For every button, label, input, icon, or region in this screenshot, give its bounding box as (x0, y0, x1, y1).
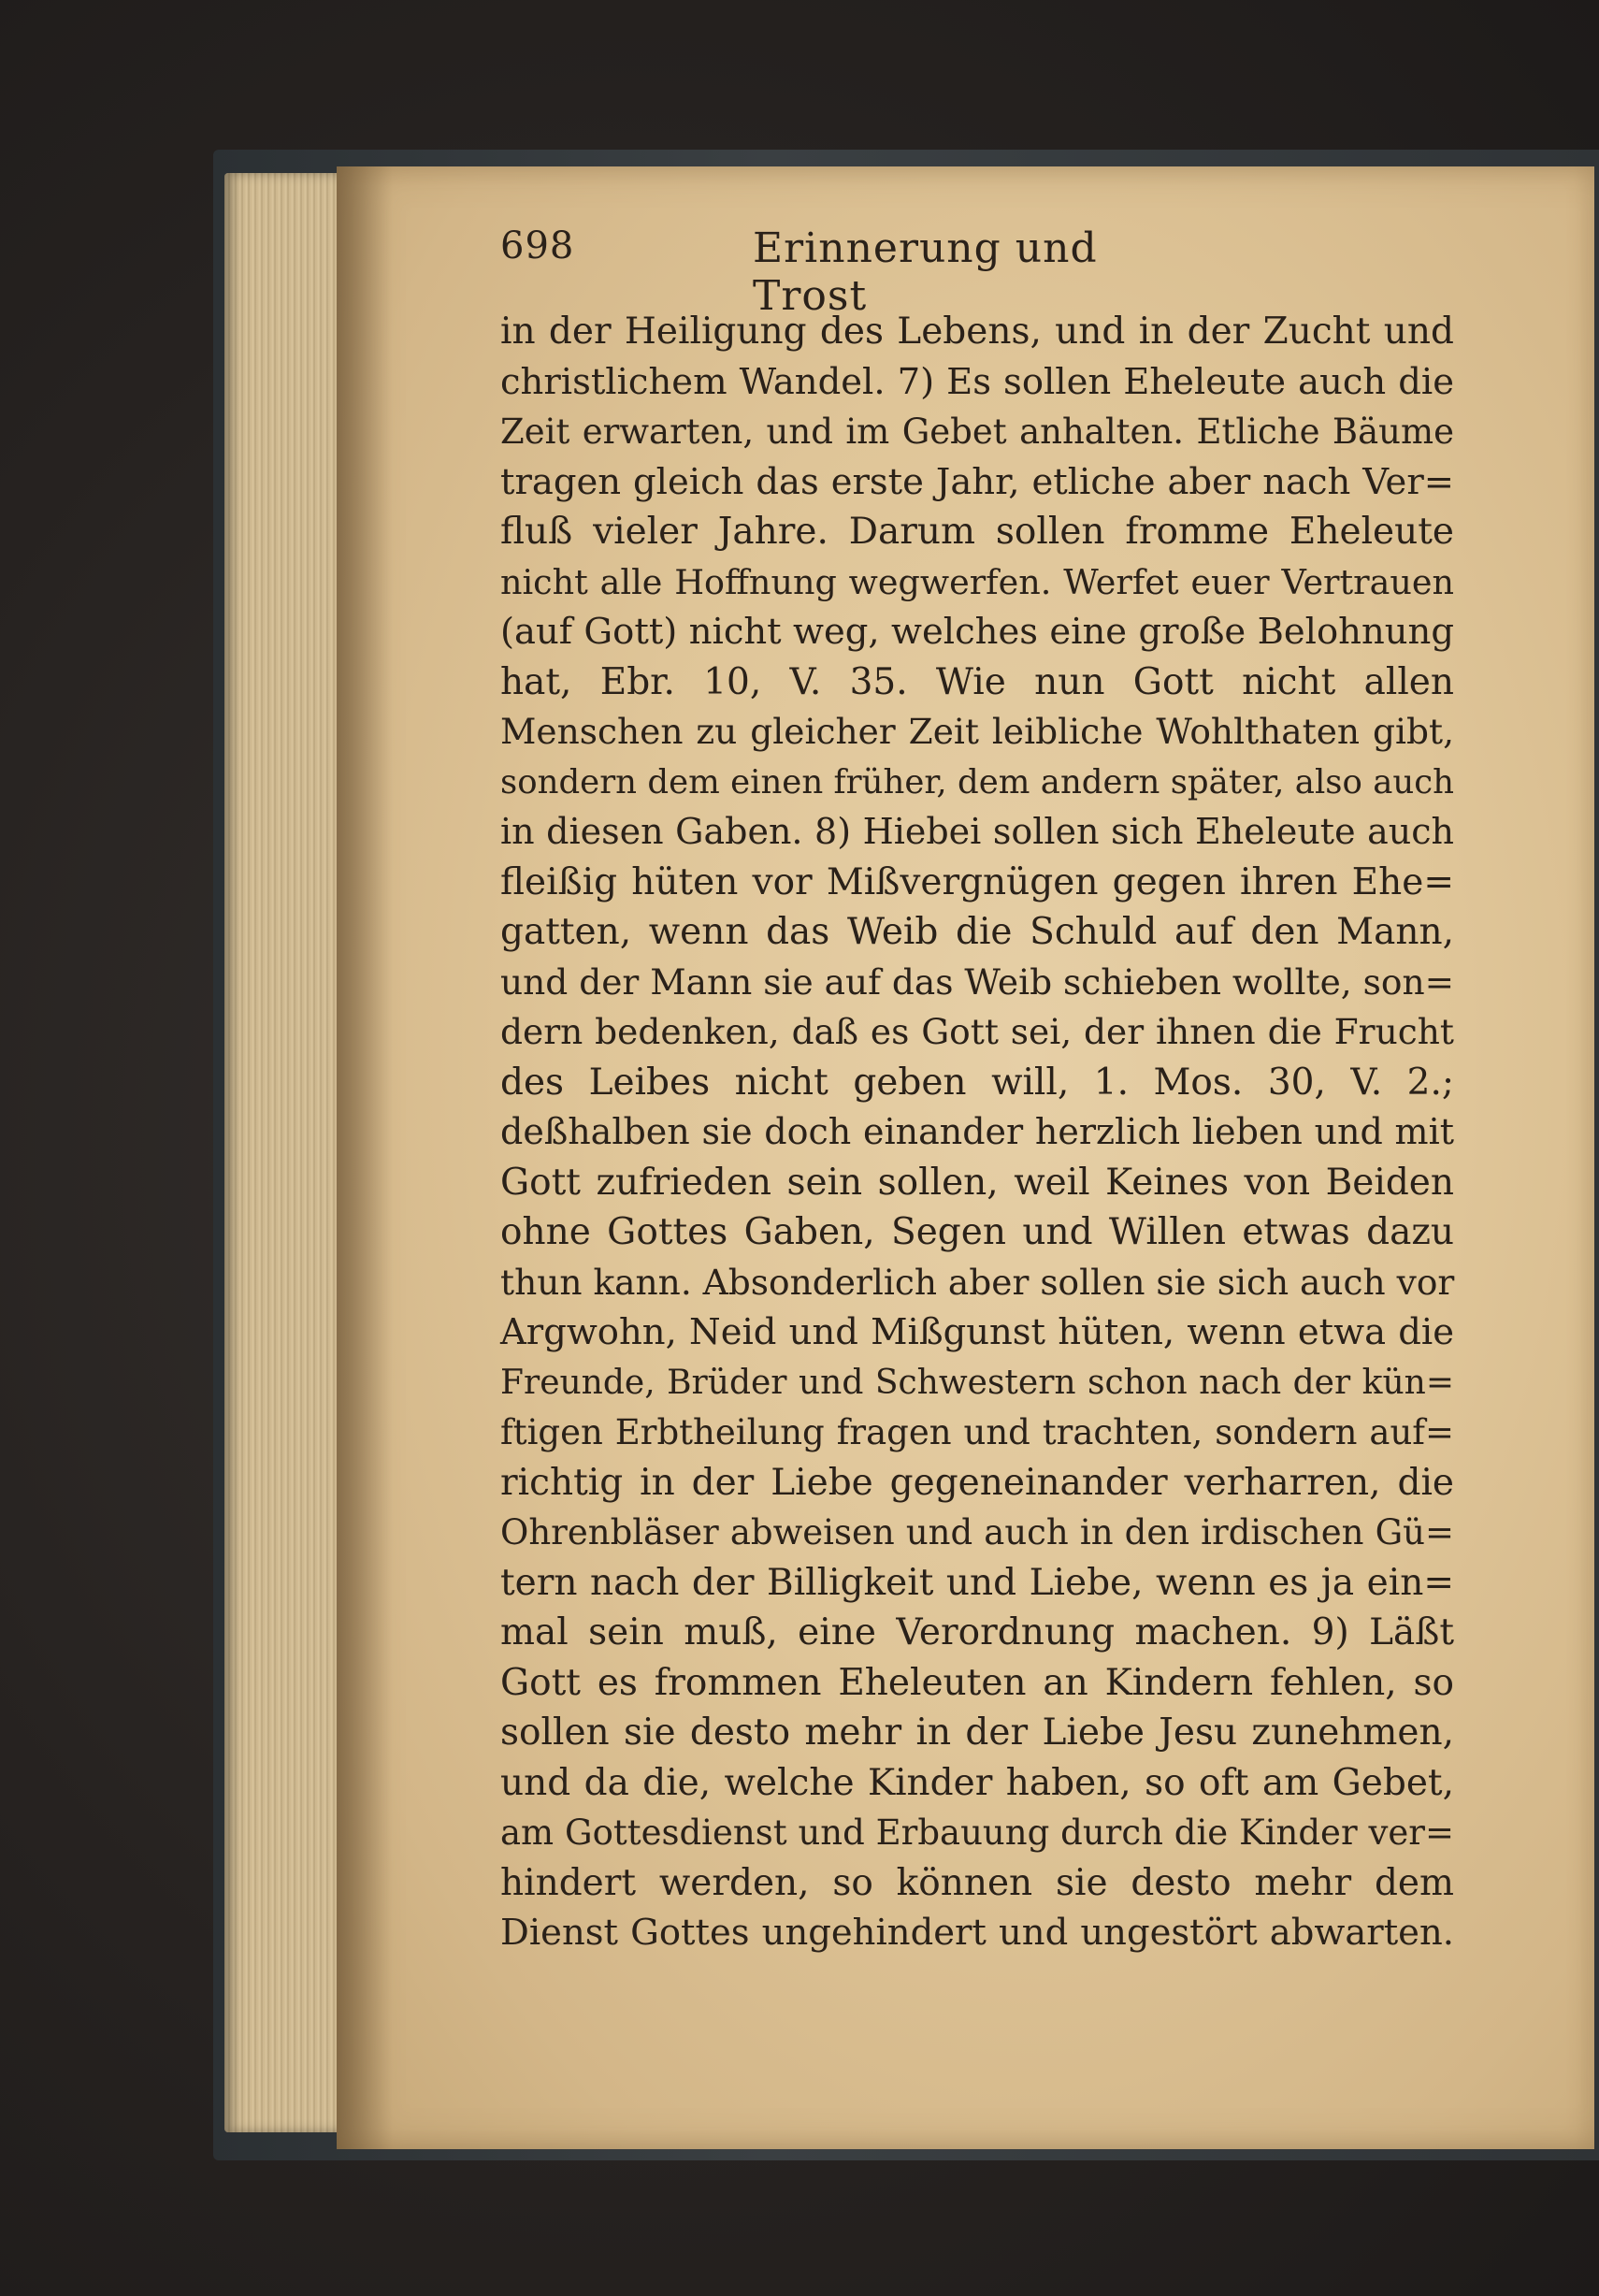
text-line: fluß vieler Jahre. Darum sollen fromme Eheleute (500, 511, 1454, 553)
page-number: 698 (500, 224, 575, 267)
text-line: in diesen Gaben. 8) Hiebei sollen sich Eheleute auch (500, 811, 1454, 852)
text-line: Dienst Gottes ungehindert und ungestört abwarten. (500, 1912, 1454, 1954)
text-line: hindert werden, so können sie desto mehr dem (500, 1861, 1454, 1904)
text-line: fleißig hüten vor Mißvergnügen gegen ihren Ehe= (500, 860, 1454, 903)
text-line: sollen sie desto mehr in der Liebe Jesu zunehmen, (500, 1711, 1454, 1754)
text-line: ftigen Erbtheilung fragen und trachten, sondern auf= (500, 1412, 1454, 1452)
text-line: tern nach der Billigkeit und Liebe, wenn es ja ein= (500, 1561, 1454, 1604)
text-line: Ohrenbläser abweisen und auch in den irdischen Gü= (500, 1512, 1454, 1552)
text-line: deßhalben sie doch einander herzlich lieben und mit (500, 1111, 1454, 1152)
text-line: sondern dem einen früher, dem andern später, also auch (500, 762, 1454, 801)
page-edges (224, 173, 346, 2132)
text-line: am Gottesdienst und Erbauung durch die Kinder ver= (500, 1812, 1454, 1853)
text-line: Gott zufrieden sein sollen, weil Keines von Beiden (500, 1161, 1454, 1204)
text-line: tragen gleich das erste Jahr, etliche aber nach Ver= (500, 460, 1454, 503)
running-title: Erinnerung und Trost (753, 224, 1098, 320)
text-line: (auf Gott) nicht weg, welches eine große Belohnung (500, 611, 1454, 653)
text-line: des Leibes nicht geben will, 1. Mos. 30, V. 2.; (500, 1061, 1454, 1104)
text-line: nicht alle Hoffnung wegwerfen. Werfet euer Vertrauen (500, 561, 1454, 602)
text-line: Argwohn, Neid und Mißgunst hüten, wenn etwa die (500, 1311, 1454, 1353)
body-text (500, 307, 1454, 1958)
text-line: gatten, wenn das Weib die Schuld auf den Mann, (500, 911, 1454, 953)
text-line: Zeit erwarten, und im Gebet anhalten. Etliche Bäume (500, 412, 1454, 452)
text-line: Menschen zu gleicher Zeit leibliche Wohlthaten gibt, (500, 711, 1454, 752)
text-line: Gott es frommen Eheleuten an Kindern fehlen, so (500, 1661, 1454, 1704)
text-line: thun kann. Absonderlich aber sollen sie sich auch vor (500, 1261, 1455, 1303)
text-line: christlichem Wandel. 7) Es sollen Eheleute auch die (500, 360, 1454, 403)
text-line: ohne Gottes Gaben, Segen und Willen etwas dazu (500, 1211, 1454, 1253)
text-line: hat, Ebr. 10, V. 35. Wie nun Gott nicht allen (500, 660, 1454, 703)
text-line: mal sein muß, eine Verordnung machen. 9) Läßt (500, 1611, 1454, 1653)
text-line: Freunde, Brüder und Schwestern schon nach der kün= (500, 1363, 1454, 1402)
page-header (500, 224, 1211, 320)
text-line: in der Heiligung des Lebens, und in der Zucht und (500, 310, 1454, 353)
text-line: und da die, welche Kinder haben, so oft am Gebet, (500, 1761, 1454, 1804)
text-line: und der Mann sie auf das Weib schieben wollte, son= (500, 960, 1455, 1003)
text-line: richtig in der Liebe gegeneinander verharren, die (500, 1461, 1454, 1504)
text-line: dern bedenken, daß es Gott sei, der ihnen die Frucht (500, 1011, 1454, 1052)
gutter-shadow (337, 166, 393, 2149)
